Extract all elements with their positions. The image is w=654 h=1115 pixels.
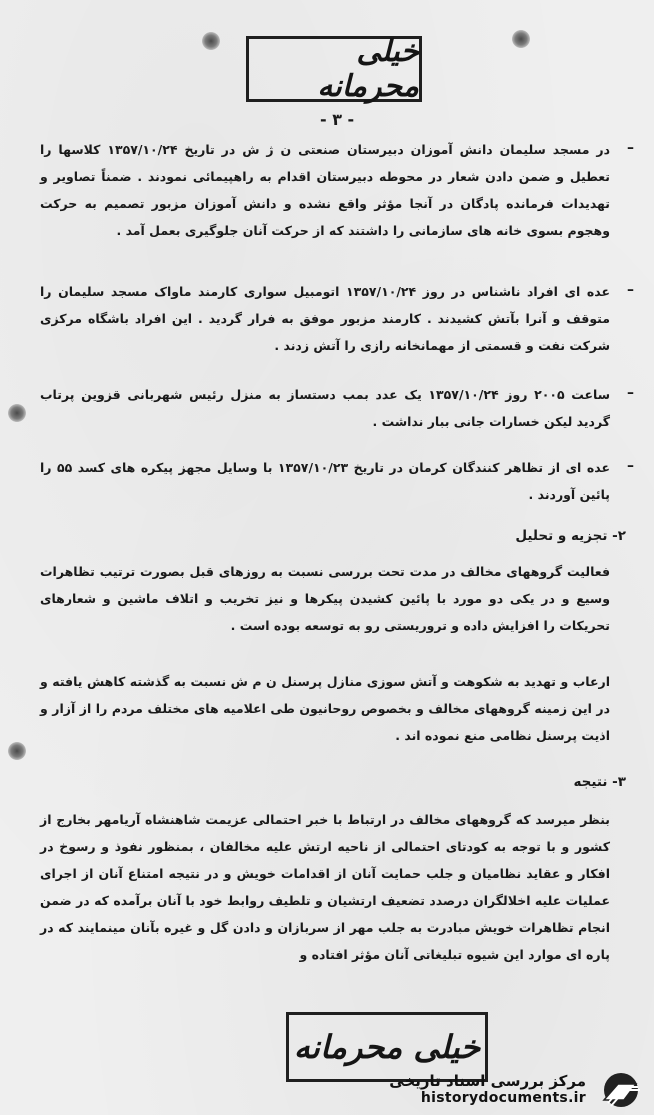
report-paragraph: عده ای از تظاهر کنندگان کرمان در تاریخ ۱۳۵۷/۱۰/۲۳ با وسایل مجهز پیکره های کسد ۵۵ را پائین آوردند .: [40, 460, 610, 502]
punch-hole-icon: [8, 404, 26, 422]
section-heading-conclusion: ۳- نتیجه: [573, 774, 626, 790]
section-heading-analysis: ۲- تجزیه و تحلیل: [515, 528, 626, 544]
report-paragraph: در مسجد سلیمان دانش آموزان دبیرستان صنعتی ن ژ ش در تاریخ ۱۳۵۷/۱۰/۲۴ کلاسها را تعطیل و ضمن دادن شعار در محوطه دبیرستان اقدام به راهپیمائی نمودند . ضمناً تصاویر و تهدیدات فرمانده پادگان در آنجا مؤثر واقع نشده و دانش آموزان مزبور تصمیم به حرکت وهجوم بسوی خانه های سازمانی را داشتند که از حرکت آنان جلوگیری بعمل آمد .: [40, 142, 611, 238]
punch-hole-icon: [202, 32, 220, 50]
bullet-dash: –: [627, 140, 634, 156]
source-watermark: [356, 1070, 646, 1110]
book-logo-icon: [596, 1070, 642, 1110]
bullet-dash: –: [627, 385, 634, 401]
punch-hole-icon: [8, 742, 26, 760]
stamp-text: خیلی محرمانه: [293, 1028, 481, 1066]
conclusion-paragraph: بنظر میرسد که گروههای مخالف در ارتباط با خبر احتمالی عزیمت شاهنشاه آریامهر بخارج از کشور و با توجه به کودتای احتمالی از ناحیه ارتش علیه مخالفان ، بمنظور نفوذ و رسوخ در افکار و عقاید نظامیان و جلب حمایت آنان از اقدامات خویش و در نتیجه امتناع آنان از اجرای عملیات علیه اخلالگران درصدد تضعیف ارتشیان و تلطیف روابط خود با آنان برآمده که در ضمن انجام تظاهرات خویش مبادرت به جلب مهر از سربازان و دادن گل و غیره بآنان مینمایند که در پاره ای موارد این شیوه تبلیغاتی آنان مؤثر افتاده و: [40, 812, 610, 962]
stamp-text: خیلی محرمانه: [317, 34, 419, 104]
analysis-paragraph: فعالیت گروههای مخالف در مدت تحت بررسی نسبت به روزهای قبل بصورت ترتیب تظاهرات وسیع و در یکی دو مورد با پائین کشیدن پیکرها و نیز تخریب و اتلاف ماشین و شعارهای تحریکات را افزایش داده و تروریستی رو به توسعه بوده است .: [40, 564, 610, 633]
bullet-dash: –: [627, 282, 634, 298]
report-paragraph: عده ای افراد ناشناس در روز ۱۳۵۷/۱۰/۲۴ اتومبیل سواری کارمند ماواک مسجد سلیمان را متوقف و آنرا بآتش کشیدند . کارمند مزبور موفق به فرار گردید . این افراد باشگاه مرکزی شرکت نفت و قسمتی از مهمانخانه رازی را آتش زدند .: [40, 284, 610, 353]
analysis-paragraph: ارعاب و تهدید به شکوهت و آتش سوزی منازل پرسنل ن م ش نسبت به گذشته کاهش یافته و در این زمینه گروههای مخالف و بخصوص روحانیون طی اعلامیه های مختلف مردم را از آزار و اذیت پرسنل نظامی منع نموده اند .: [40, 674, 610, 743]
watermark-persian-text: مرکز بررسی اسناد تاریخی: [389, 1072, 586, 1090]
punch-hole-icon: [512, 30, 530, 48]
report-paragraph: ساعت ۲۰۰۵ روز ۱۳۵۷/۱۰/۲۴ یک عدد بمب دستساز به منزل رئیس شهربانی قزوین پرتاب گردید لیکن خسارات جانی ببار نداشت .: [40, 387, 610, 429]
watermark-url: historydocuments.ir: [420, 1090, 586, 1106]
page-number: - ۳ -: [320, 110, 355, 129]
classification-stamp-top: [246, 36, 422, 102]
bullet-dash: –: [627, 458, 634, 474]
